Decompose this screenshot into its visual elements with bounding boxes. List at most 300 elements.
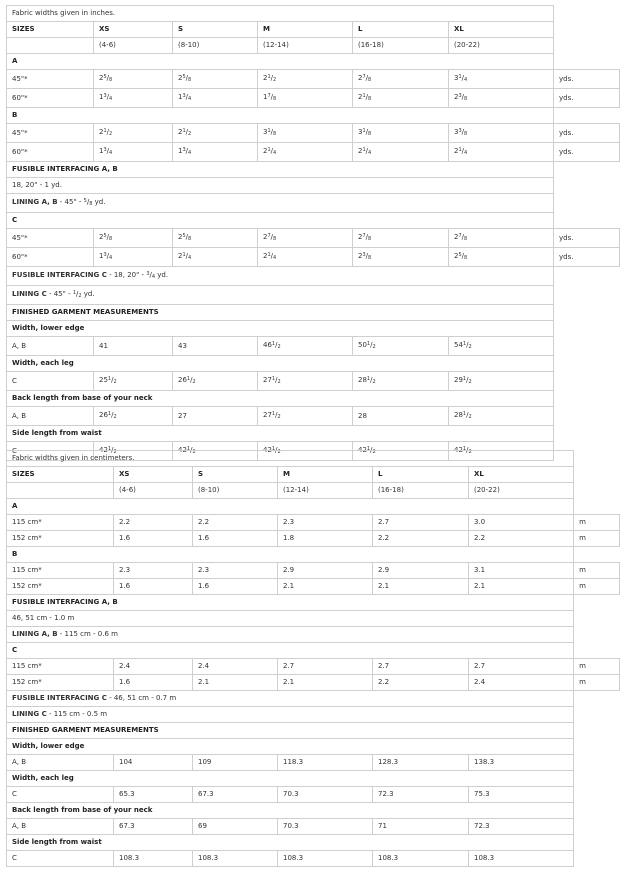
size-range: (8-10) [193, 483, 278, 499]
measurement-title-row [7, 803, 620, 819]
value-numerator: 1 [458, 74, 462, 80]
notion-header-row [7, 595, 620, 611]
yardage-value [173, 143, 258, 162]
fabric-row [7, 229, 620, 248]
yardage-value [193, 659, 278, 675]
fabric-row [7, 70, 620, 89]
caption-row [7, 451, 620, 467]
yardage-value [449, 89, 554, 108]
table-caption: Fabric widths given in inches. [7, 6, 554, 22]
measurement-value [353, 337, 449, 356]
value-numerator: 1 [366, 446, 371, 452]
notion-label: FUSIBLE INTERFACING A, B [7, 595, 574, 611]
blank-cell [554, 286, 620, 305]
value-whole: 2.1 [283, 678, 295, 686]
blank-cell [554, 6, 620, 22]
yardage-value [469, 515, 574, 531]
blank-cell [554, 22, 620, 38]
yardage-value [258, 124, 353, 143]
value-denominator: 4 [188, 96, 192, 102]
fraction-slash: / [185, 233, 189, 241]
value-whole: 2 [263, 74, 268, 82]
value-whole: 1.6 [198, 534, 210, 542]
value-denominator: 4 [109, 255, 113, 261]
value-whole: 108.3 [119, 854, 140, 862]
value-whole: 42 [178, 446, 187, 454]
value-whole: 2 [263, 147, 268, 155]
yardage-value [94, 143, 173, 162]
value-whole: 2 [454, 93, 459, 101]
size-name: L [373, 467, 469, 483]
value-whole: 67.3 [119, 822, 135, 830]
value-whole: 1.8 [283, 534, 295, 542]
fabric-width: 152 cm* [7, 579, 114, 595]
value-whole: 28 [358, 376, 367, 384]
fraction-slash: / [466, 376, 469, 384]
view-label: A [7, 54, 554, 70]
measurement-title: Width, each leg [7, 356, 554, 372]
yardage-value [373, 531, 469, 547]
fraction-slash: / [106, 128, 110, 136]
value-whole: 2 [99, 74, 104, 82]
yardage-value [173, 70, 258, 89]
value-whole: 2 [99, 233, 104, 241]
fabric-row [7, 124, 620, 143]
fraction-slash: / [365, 74, 369, 82]
notion-text: 46, 51 cm - 1.0 m [7, 611, 574, 627]
value-whole: 1.6 [119, 678, 131, 686]
value-numerator: 1 [107, 411, 112, 417]
yardage-value [353, 70, 449, 89]
size-range: (12-14) [278, 483, 373, 499]
value-whole: 2.3 [198, 566, 210, 574]
yardage-value [173, 229, 258, 248]
value-numerator: 3 [182, 93, 186, 99]
value-whole: 1 [178, 93, 183, 101]
value-whole: 2 [178, 74, 183, 82]
measurement-view: A, B [7, 819, 114, 835]
value-numerator: 1 [458, 147, 462, 153]
size-range: (8-10) [173, 38, 258, 54]
value-whole: 42 [358, 446, 367, 454]
measurement-value [278, 787, 373, 803]
value-denominator: 4 [273, 150, 277, 156]
yardage-value [193, 675, 278, 691]
value-numerator: 5 [182, 233, 186, 239]
blank-cell [574, 499, 620, 515]
value-whole: 70.3 [283, 822, 299, 830]
fraction-slash: / [370, 446, 373, 454]
view-label: B [7, 547, 574, 563]
measurement-view: A, B [7, 755, 114, 771]
size-range: (16-18) [373, 483, 469, 499]
yardage-value [469, 531, 574, 547]
finished-label: FINISHED GARMENT MEASUREMENTS [7, 723, 574, 739]
fabric-width: 45"* [7, 70, 94, 89]
sizes-header-row [7, 467, 620, 483]
measurement-value [173, 407, 258, 426]
notion-denominator: 2 [78, 293, 82, 299]
fraction-slash: / [185, 252, 189, 260]
yardage-value [258, 229, 353, 248]
fraction-slash: / [111, 376, 114, 384]
value-whole: 1 [99, 147, 104, 155]
value-whole: 104 [119, 758, 133, 766]
value-denominator: 2 [277, 379, 281, 385]
measurement-value [469, 787, 574, 803]
yardage-value [353, 229, 449, 248]
notion-text: - 18, 20" - [109, 271, 147, 279]
blank-cell [554, 321, 620, 337]
value-denominator: 2 [372, 379, 376, 385]
yardage-value [193, 563, 278, 579]
value-numerator: 1 [103, 128, 107, 134]
fraction-slash: / [365, 233, 369, 241]
size-range: (20-22) [449, 38, 554, 54]
blank-cell [574, 835, 620, 851]
value-whole: 29 [454, 376, 463, 384]
value-whole: 43 [178, 341, 187, 350]
blank-cell [574, 467, 620, 483]
value-whole: 71 [378, 822, 387, 830]
value-whole: 108.3 [198, 854, 219, 862]
fraction-slash: / [466, 411, 469, 419]
value-denominator: 2 [192, 379, 196, 385]
fraction-slash: / [270, 147, 274, 155]
yardage-value [258, 89, 353, 108]
fabric-width: 60"* [7, 143, 94, 162]
unit-label: m [574, 531, 620, 547]
value-denominator: 4 [109, 150, 113, 156]
value-numerator: 1 [267, 74, 271, 80]
fraction-slash: / [149, 271, 152, 279]
value-denominator: 8 [368, 96, 372, 102]
value-denominator: 2 [109, 131, 113, 137]
fraction-slash: / [185, 74, 189, 82]
measurement-value [94, 372, 173, 391]
value-numerator: 3 [458, 128, 462, 134]
yardage-value [173, 89, 258, 108]
view-label: A [7, 499, 574, 515]
size-range: (4-6) [114, 483, 193, 499]
value-numerator: 5 [458, 252, 462, 258]
value-denominator: 8 [368, 77, 372, 83]
value-whole: 1 [178, 147, 183, 155]
notion-unit: yd. [155, 271, 169, 279]
blank-cell [574, 803, 620, 819]
yardage-value [278, 579, 373, 595]
value-whole: 108.3 [474, 854, 495, 862]
notion-text: - 45" - [59, 198, 84, 206]
notion-numerator: 3 [146, 271, 150, 277]
measurement-value [173, 372, 258, 391]
measurement-value [114, 787, 193, 803]
yardage-value [278, 675, 373, 691]
measurement-view: C [7, 372, 94, 391]
value-whole: 2.2 [198, 518, 210, 526]
value-numerator: 1 [366, 341, 371, 347]
fabric-row [7, 89, 620, 108]
notion-text: - 45" - [48, 290, 73, 298]
value-numerator: 1 [107, 376, 112, 382]
value-denominator: 8 [368, 131, 372, 137]
measurement-value [373, 819, 469, 835]
value-whole: 2.7 [378, 662, 390, 670]
value-whole: 2.1 [198, 678, 210, 686]
value-numerator: 1 [267, 147, 271, 153]
value-denominator: 2 [277, 414, 281, 420]
measurement-value [373, 787, 469, 803]
measurement-title-row [7, 321, 620, 337]
value-denominator: 2 [277, 449, 281, 455]
notion-row [7, 178, 620, 194]
yardage-value [278, 563, 373, 579]
view-label: C [7, 643, 574, 659]
blank-cell [554, 194, 620, 213]
measurement-value [258, 407, 353, 426]
finished-label: FINISHED GARMENT MEASUREMENTS [7, 305, 554, 321]
value-whole: 2.2 [378, 534, 390, 542]
value-whole: 2 [99, 128, 104, 136]
value-whole: 65.3 [119, 790, 135, 798]
value-denominator: 8 [464, 255, 468, 261]
unit-label: yds. [554, 89, 620, 108]
value-denominator: 2 [113, 379, 117, 385]
notion-header-row [7, 162, 620, 178]
value-denominator: 4 [188, 255, 192, 261]
fraction-slash: / [365, 252, 369, 260]
value-whole: 109 [198, 758, 212, 766]
value-numerator: 7 [267, 233, 271, 239]
value-whole: 2.7 [474, 662, 486, 670]
value-numerator: 3 [103, 252, 107, 258]
view-label-row [7, 213, 620, 229]
value-whole: 42 [99, 446, 108, 454]
value-whole: 41 [99, 341, 108, 350]
yardage-value [469, 579, 574, 595]
value-denominator: 2 [468, 414, 472, 420]
unit-label: yds. [554, 70, 620, 89]
notion-cell [7, 267, 554, 286]
unit-label: m [574, 675, 620, 691]
measurement-value [373, 851, 469, 867]
value-denominator: 4 [188, 150, 192, 156]
value-whole: 54 [454, 341, 463, 349]
value-denominator: 8 [464, 131, 468, 137]
fraction-slash: / [106, 147, 110, 155]
measurement-row [7, 337, 620, 356]
value-numerator: 1 [366, 376, 371, 382]
measurement-value [278, 755, 373, 771]
notion-row [7, 194, 620, 213]
fabric-row [7, 143, 620, 162]
value-whole: 2.2 [119, 518, 131, 526]
view-label: B [7, 108, 554, 124]
yardage-value [114, 563, 193, 579]
value-denominator: 8 [188, 236, 192, 242]
yardage-value [173, 124, 258, 143]
fraction-slash: / [466, 341, 469, 349]
notion-numerator: 5 [83, 198, 87, 204]
notion-label: FUSIBLE INTERFACING C [12, 271, 107, 279]
value-whole: 75.3 [474, 790, 490, 798]
measurement-title-row [7, 356, 620, 372]
value-whole: 2.7 [378, 518, 390, 526]
fraction-slash: / [370, 376, 373, 384]
value-whole: 28 [358, 411, 367, 420]
fraction-slash: / [111, 446, 114, 454]
measurement-value [449, 337, 554, 356]
value-numerator: 1 [186, 446, 191, 452]
value-whole: 1 [99, 93, 104, 101]
value-whole: 108.3 [378, 854, 399, 862]
blank-cell [554, 372, 620, 391]
unit-label: yds. [554, 143, 620, 162]
value-numerator: 1 [362, 93, 366, 99]
blank-cell [574, 595, 620, 611]
value-whole: 28 [454, 411, 463, 419]
value-whole: 42 [454, 446, 463, 454]
yardage-value [353, 89, 449, 108]
measurement-value [353, 372, 449, 391]
value-whole: 2.9 [283, 566, 295, 574]
measurement-value [469, 819, 574, 835]
inches-table [6, 5, 620, 461]
yardage-value [278, 531, 373, 547]
empty-cell [7, 483, 114, 499]
value-numerator: 3 [458, 93, 462, 99]
value-whole: 1.6 [119, 582, 131, 590]
value-denominator: 8 [109, 77, 113, 83]
blank-cell [554, 162, 620, 178]
measurement-row [7, 407, 620, 426]
value-whole: 108.3 [283, 854, 304, 862]
fabric-row [7, 563, 620, 579]
sizes-label: SIZES [7, 22, 94, 38]
size-range: (4-6) [94, 38, 173, 54]
unit-label: yds. [554, 124, 620, 143]
notion-unit: yd. [81, 290, 95, 298]
measurement-value [449, 407, 554, 426]
measurement-title-row [7, 739, 620, 755]
notion-label: FUSIBLE INTERFACING A, B [7, 162, 554, 178]
value-numerator: 5 [103, 233, 107, 239]
measurement-value [353, 407, 449, 426]
value-whole: 72.3 [474, 822, 490, 830]
fraction-slash: / [461, 233, 465, 241]
notion-label: LINING C [12, 710, 47, 718]
value-denominator: 4 [368, 150, 372, 156]
measurement-value [278, 819, 373, 835]
measurement-value [193, 851, 278, 867]
value-denominator: 4 [273, 255, 277, 261]
size-range-row [7, 483, 620, 499]
yardage-value [114, 515, 193, 531]
measurement-value [114, 851, 193, 867]
yardage-value [258, 70, 353, 89]
notion-label: LINING C [12, 290, 47, 298]
fabric-width: 60"* [7, 89, 94, 108]
measurement-title: Width, lower edge [7, 739, 574, 755]
value-whole: 3.0 [474, 518, 486, 526]
value-denominator: 2 [372, 344, 376, 350]
value-denominator: 8 [188, 77, 192, 83]
value-whole: 2 [358, 74, 363, 82]
value-whole: 3.1 [474, 566, 486, 574]
blank-cell [574, 451, 620, 467]
value-whole: 1.6 [198, 582, 210, 590]
unit-label: m [574, 563, 620, 579]
fabric-row [7, 248, 620, 267]
size-range-row [7, 38, 620, 54]
caption-row [7, 6, 620, 22]
fabric-width: 115 cm* [7, 659, 114, 675]
view-label-row [7, 54, 620, 70]
blank-cell [554, 426, 620, 442]
notion-denominator: 8 [89, 201, 93, 207]
value-whole: 69 [198, 822, 207, 830]
notion-cell [7, 707, 574, 723]
value-whole: 2.1 [283, 582, 295, 590]
table-caption: Fabric widths given in centimeters. [7, 451, 574, 467]
yardage-value [449, 229, 554, 248]
sizes-label: SIZES [7, 467, 114, 483]
notion-text: - 115 cm - 0.6 m [59, 630, 118, 638]
yardage-value [373, 675, 469, 691]
size-name: XL [469, 467, 574, 483]
value-denominator: 8 [273, 96, 277, 102]
value-numerator: 1 [462, 411, 467, 417]
blank-cell [574, 819, 620, 835]
notion-label: LINING A, B [12, 630, 58, 638]
value-whole: 2 [454, 233, 459, 241]
value-whole: 128.3 [378, 758, 399, 766]
yardage-value [114, 675, 193, 691]
blank-cell [574, 643, 620, 659]
fraction-slash: / [461, 252, 465, 260]
fraction-slash: / [275, 411, 278, 419]
size-range: (20-22) [469, 483, 574, 499]
fraction-slash: / [86, 198, 90, 206]
value-whole: 1 [99, 252, 104, 260]
value-whole: 27 [263, 376, 272, 384]
value-numerator: 1 [267, 128, 271, 134]
value-numerator: 7 [267, 93, 271, 99]
value-denominator: 2 [192, 449, 196, 455]
notion-text: - 115 cm - 0.5 m [48, 710, 108, 718]
measurement-value [94, 407, 173, 426]
blank-cell [554, 305, 620, 321]
measurement-value [193, 819, 278, 835]
size-range: (12-14) [258, 38, 353, 54]
fraction-slash: / [461, 93, 465, 101]
value-whole: 2 [358, 147, 363, 155]
yardage-value [278, 659, 373, 675]
value-whole: 2 [358, 93, 363, 101]
size-name: M [258, 22, 353, 38]
measurement-value [193, 787, 278, 803]
blank-cell [554, 267, 620, 286]
blank-cell [574, 851, 620, 867]
value-whole: 2.1 [378, 582, 390, 590]
value-whole: 67.3 [198, 790, 214, 798]
measurement-view: A, B [7, 337, 94, 356]
value-whole: 2 [178, 233, 183, 241]
yardage-value [373, 515, 469, 531]
blank-cell [554, 337, 620, 356]
value-numerator: 7 [362, 74, 366, 80]
value-whole: 3 [358, 128, 363, 136]
